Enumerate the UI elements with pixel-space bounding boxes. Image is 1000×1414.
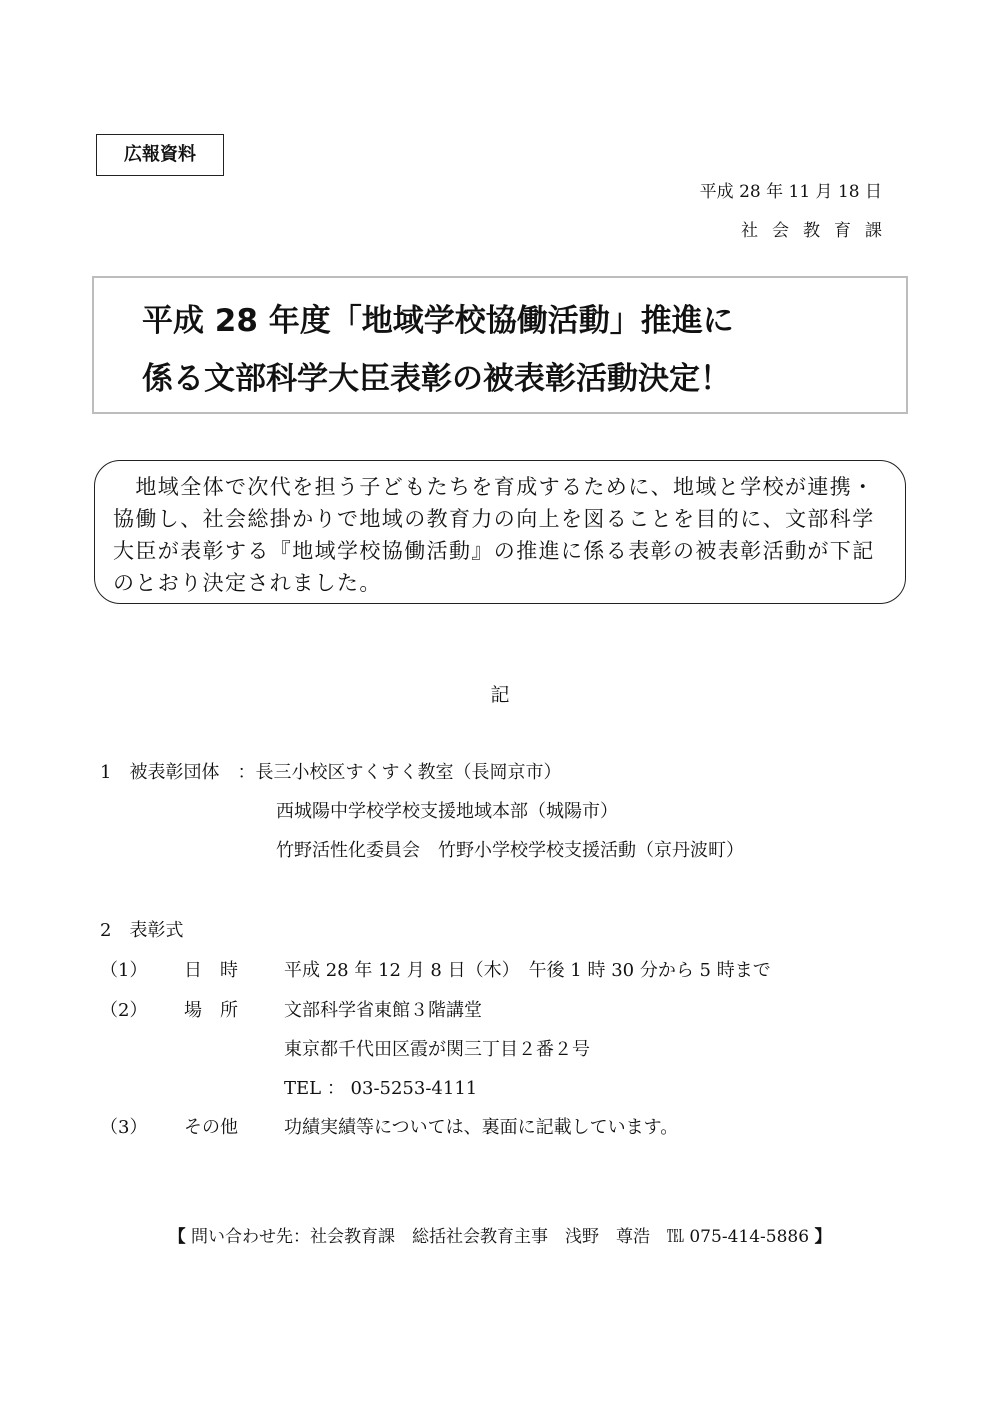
- contact-text: 問い合わせ先：社会教育課 総括社会教育主事 浅野 尊浩 ℡ 075-414-5886: [190, 1227, 810, 1247]
- title-box: [92, 276, 908, 414]
- department-name: 社会教育課: [741, 221, 896, 241]
- row-number: （2）: [100, 1000, 148, 1021]
- awardee-item: 西城陽中学校学校支援地域本部（城陽市）: [276, 801, 618, 822]
- ki-heading: 記: [490, 684, 510, 706]
- intro-paragraph: 地域全体で次代を担う子どもたちを育成するために、地域と学校が連携・協働し、社会総掛かりで地域の教育力の向上を図ることを目的に、文部科学大臣が表彰する『地域学校協働活動』の推進に係る表彰の被表彰活動が下記のとおり決定されました。: [94, 460, 906, 604]
- issue-date: 平成 28 年 11 月 18 日: [699, 182, 882, 202]
- row-value: TEL ： 03-5253-4111: [284, 1078, 478, 1099]
- awardee-item: 竹野活性化委員会 竹野小学校学校支援活動（京丹波町）: [276, 840, 744, 861]
- section2-heading: 2 表彰式: [100, 920, 184, 941]
- section1-heading: 1 被表彰団体 ：長三小校区すくすく教室（長岡京市）: [100, 762, 562, 783]
- contact-info: [0, 1222, 1000, 1247]
- press-release-label: 広報資料: [96, 134, 224, 176]
- row-label: 場 所: [184, 1000, 238, 1021]
- contact-close-bracket: 】: [814, 1227, 832, 1247]
- row-value: 文部科学省東館３階講堂: [284, 1000, 482, 1021]
- row-value: 功績実績等については、裏面に記載しています。: [284, 1117, 679, 1138]
- row-label: その他: [184, 1117, 238, 1138]
- row-value: 東京都千代田区霞が関三丁目２番２号: [284, 1039, 590, 1060]
- row-number: （3）: [100, 1117, 148, 1138]
- title-line-1: 平成 28 年度「地域学校協働活動」推進に: [142, 303, 734, 339]
- row-number: （1）: [100, 960, 148, 981]
- row-value: 平成 28 年 12 月 8 日（木） 午後 1 時 30 分から 5 時まで: [284, 960, 771, 981]
- contact-open-bracket: 【: [168, 1227, 186, 1247]
- row-label: 日 時: [184, 960, 238, 981]
- title-line-2: 係る文部科学大臣表彰の被表彰活動決定！: [142, 361, 731, 397]
